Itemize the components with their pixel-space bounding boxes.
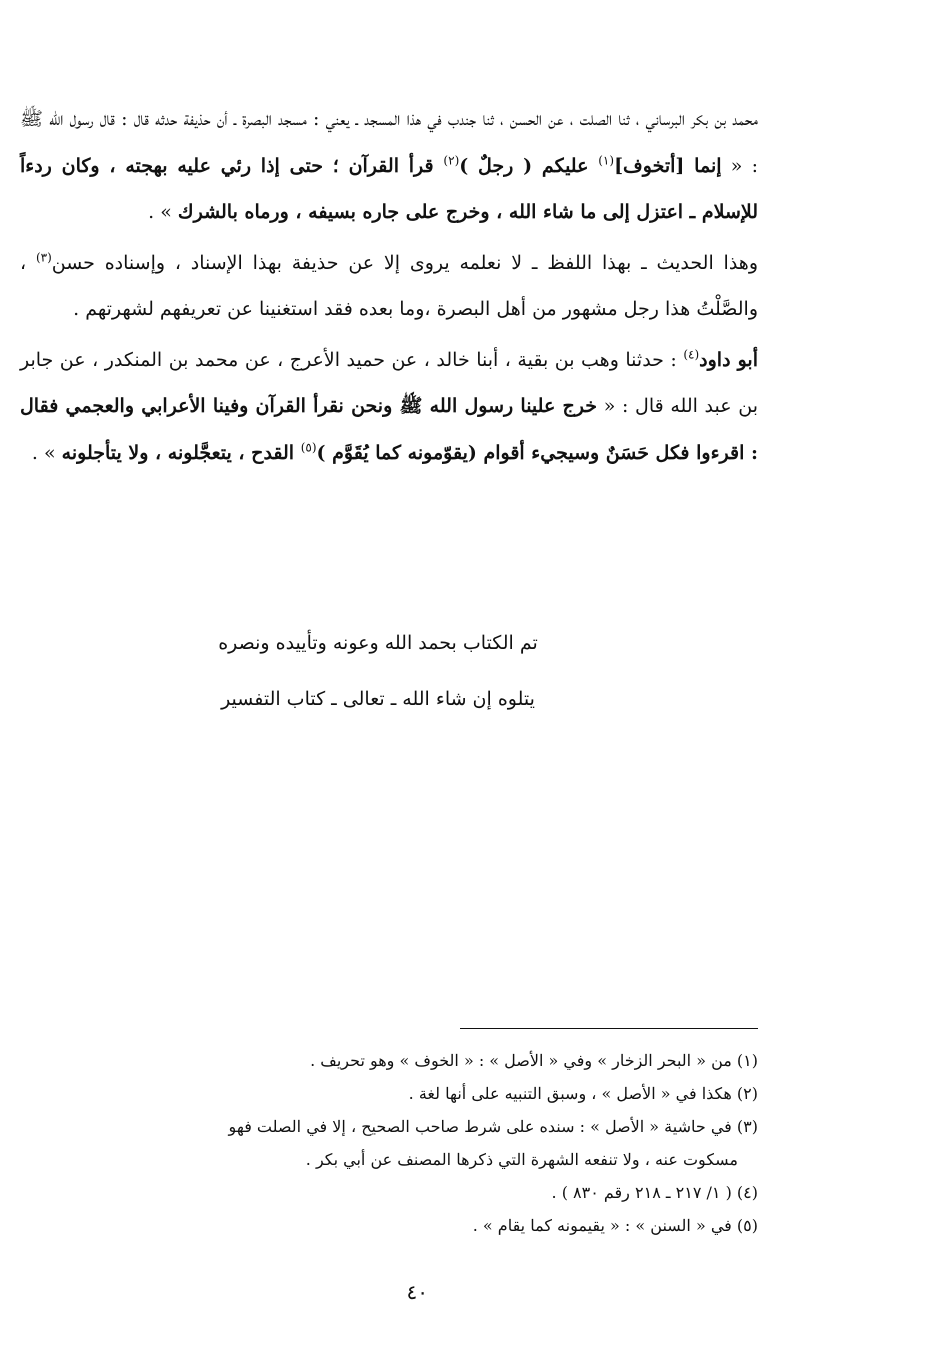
hadith-text: خرج علينا رسول الله ﷺ ونحن نقرأ القرآن وفينا الأعرابي والعجمي فقال : اقرءوا فكل حَسَنٌ وسيجيء أقوام (يقوّمونه كما يُقَوَّم ) (20, 395, 758, 464)
footnote-ref-5: (٥) (300, 440, 317, 455)
hadith-text: قرأ القرآن ؛ حتى إذا رئي عليه بهجته ، وكان ردءاً للإسلام ـ اعتزل إلى ما شاء الله ، وخرج على جاره بسيفه ، ورماه بالشرك (20, 154, 758, 223)
hadith-text: القدح ، يتعجَّلونه ، ولا يتأجلونه (61, 441, 301, 464)
text-span: » . (148, 201, 178, 223)
footnote-3-continuation: مسكوت عنه ، ولا تنفعه الشهرة التي ذكرها المصنف عن أبي بكر . (305, 1150, 738, 1169)
footnote-4: (٤) ( ١/ ٢١٧ ـ ٢١٨ رقم ٨٣٠ ) . (551, 1183, 758, 1202)
footnote-2: (٢) هكذا في « الأصل » ، وسبق التنبيه على أنها لغة . (408, 1084, 758, 1103)
footnote-ref-4: (٤) (683, 347, 700, 362)
text-span: » . (31, 441, 62, 464)
footnote-ref-2: (٢) (443, 153, 460, 168)
footnote-ref-3: (٣) (35, 250, 52, 265)
paragraph-commentary (20, 240, 758, 333)
hadith-text: إنما [أتخوف] (614, 154, 722, 177)
closing-line-1: تم الكتاب بحمد الله وعونه وتأييده ونصره (218, 632, 538, 654)
text-span: محمد بن بكر البرساني ، ثنا الصلت ، عن الحسن ، ثنا جندب في هذا المسجد ـ يعني : مسجد البصرة ـ أن حذيفة حدثه قال : قال رسول الله ﷺ : « (20, 108, 759, 177)
paragraph-hadith-hudhayfa (20, 96, 758, 236)
main-text (20, 96, 758, 480)
paragraph-hadith-jabir (20, 337, 758, 477)
narrator-name: أبو داود (699, 348, 758, 371)
footnote-1: (١) من « البحر الزخار » وفي « الأصل » : « الخوف » وهو تحريف . (310, 1051, 758, 1070)
hadith-text: عليكم ( رجلٌ ) (459, 154, 599, 177)
page-number: ٤٠ (406, 1280, 428, 1304)
text-span: وهذا الحديث ـ بهذا اللفظ ـ لا نعلمه يروى إلا عن حذيفة بهذا الإسناد ، وإسناده حسن (51, 251, 758, 274)
footnote-ref-1: (١) (598, 153, 615, 168)
footnotes (20, 1044, 758, 1242)
footnote-3: (٣) في حاشية « الأصل » : سنده على شرط صاحب الصحيح ، إلا في الصلت فهو (228, 1117, 758, 1136)
text-span: ، والصَّلْتُ هذا رجل مشهور من أهل البصرة ،وما بعده فقد استغنينا عن تعريفهم لشهرتهم . (20, 251, 758, 320)
text-span: : حدثنا وهب بن بقية ، أبنا خالد ، عن حميد الأعرج ، عن محمد بن المنكدر ، عن جابر بن عبد الله قال : « (20, 348, 759, 417)
footnote-5: (٥) في « السنن » : « يقيمونه كما يقام » . (472, 1216, 758, 1235)
closing-line-2: يتلوه إن شاء الله ـ تعالى ـ كتاب التفسير (221, 688, 535, 710)
footnote-separator (460, 1028, 758, 1029)
